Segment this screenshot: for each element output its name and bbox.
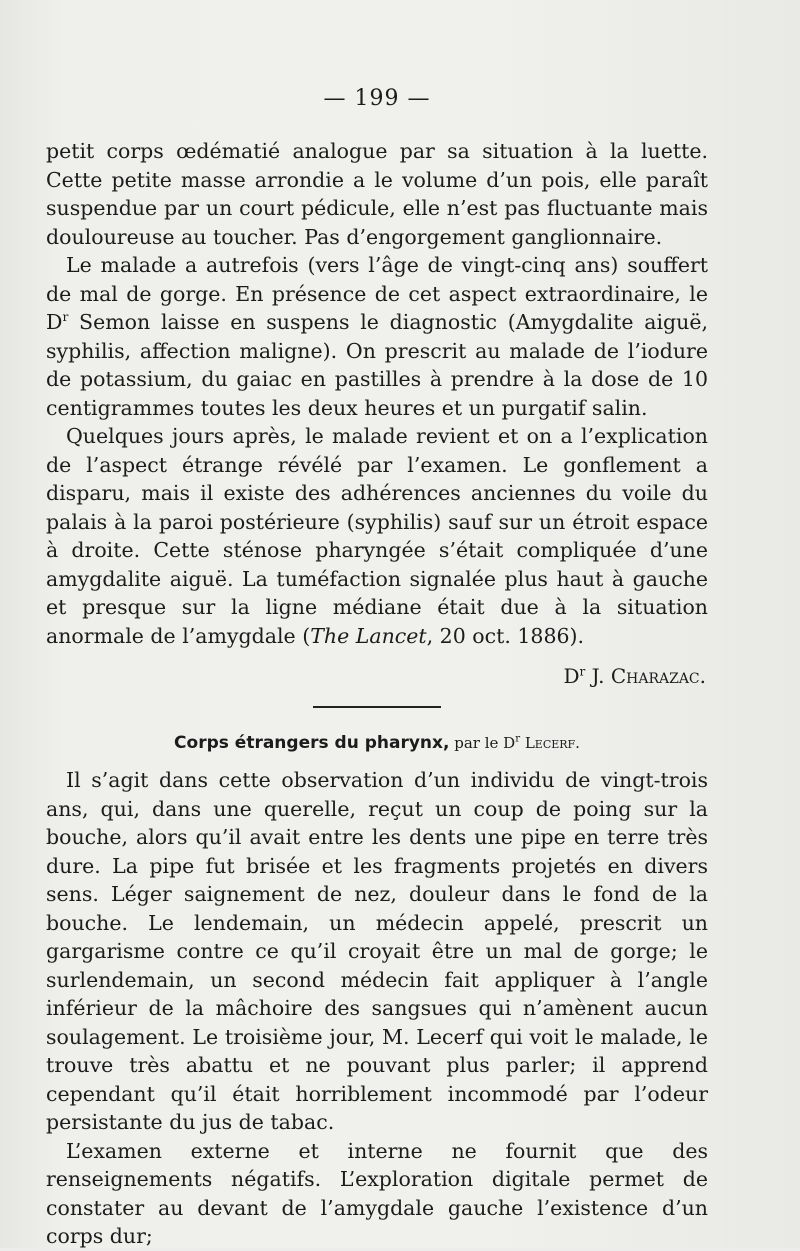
citation-date: , 20 oct. 1886). [426, 623, 585, 648]
paragraph-1: petit corps œdématié analogue par sa situation à la luette. Cette petite masse arrondie a le volume d’un pois, elle paraît suspendue par un court pédicule, elle n’est pas fluctuante mais douloureuse au toucher. Pas d’engorgement ganglionnaire. [46, 139, 708, 249]
paragraph-2-part-1: Le malade a autrefois (vers l’âge de vingt-cinq ans) souffert de mal de gorge. En présence de cet aspect extraordinaire, le D [46, 253, 708, 334]
signature [46, 662, 708, 690]
section-divider [313, 706, 441, 708]
paragraph-3 [46, 422, 708, 650]
citation-journal: The Lancet [310, 623, 427, 648]
section-by: par le D [449, 734, 516, 752]
paragraph-3-text: Quelques jours après, le malade revient et on a l’explication de l’aspect étrange révélé par l’examen. Le gonflement a disparu, mais il existe des adhérences anciennes du voile du palais à la paroi postérieure (syphilis) sauf sur un étroit espace à droite. Cette sténose pharyngée s’était compliquée d’une amygdalite aiguë. La tuméfaction signalée plus haut à gauche et presque sur la ligne médiane était due à la situation anormale de l’amygdale ( [46, 424, 708, 648]
section-author: Lecerf. [520, 734, 580, 752]
section-superscript: r [515, 733, 521, 745]
paragraph-2-part-2: Semon laisse en suspens le diagnostic (Amygdalite aiguë, syphilis, affection maligne). On prescrit au malade de l’iodure de potassium, du gaiac en pastilles à prendre à la dose de 10 centigrammes toutes les deux heures et un purgatif salin. [46, 310, 708, 420]
section-heading [46, 730, 708, 756]
section-title: Corps étrangers du pharynx, [174, 733, 450, 753]
page-number: — 199 — [323, 86, 431, 111]
signature-name: J. Charazac. [585, 664, 706, 688]
dr-superscript: r [62, 310, 69, 325]
paragraph-2 [46, 251, 708, 422]
paragraph-4: Il s’agit dans cette observation d’un individu de vingt-trois ans, qui, dans une querelle, reçut un coup de poing sur la bouche, alors qu’il avait entre les dents une pipe en terre très dure. La pipe fut brisée et les fragments projetés en divers sens. Léger saignement de nez, douleur dans le fond de la bouche. Le lendemain, un médecin appelé, prescrit un gargarisme contre ce qu’il croyait être un mal de gorge; le surlendemain, un second médecin fait appliquer à l’angle inférieur de la mâchoire des sangsues qui n’amènent aucun soulagement. Le troisième jour, M. Lecerf qui voit le malade, le trouve très abattu et ne pouvant plus parler; il apprend cependant qu’il était horriblement incommodé par l’odeur persistante du jus de tabac. [46, 768, 708, 1134]
body-text [46, 137, 708, 1251]
signature-superscript: r [579, 664, 586, 679]
signature-prefix: D [563, 664, 580, 688]
paragraph-5: L’examen externe et interne ne fournit que des renseignements négatifs. L’exploration digitale permet de constater au devant de l’amygdale gauche l’existence d’un corps dur; [46, 1138, 708, 1248]
